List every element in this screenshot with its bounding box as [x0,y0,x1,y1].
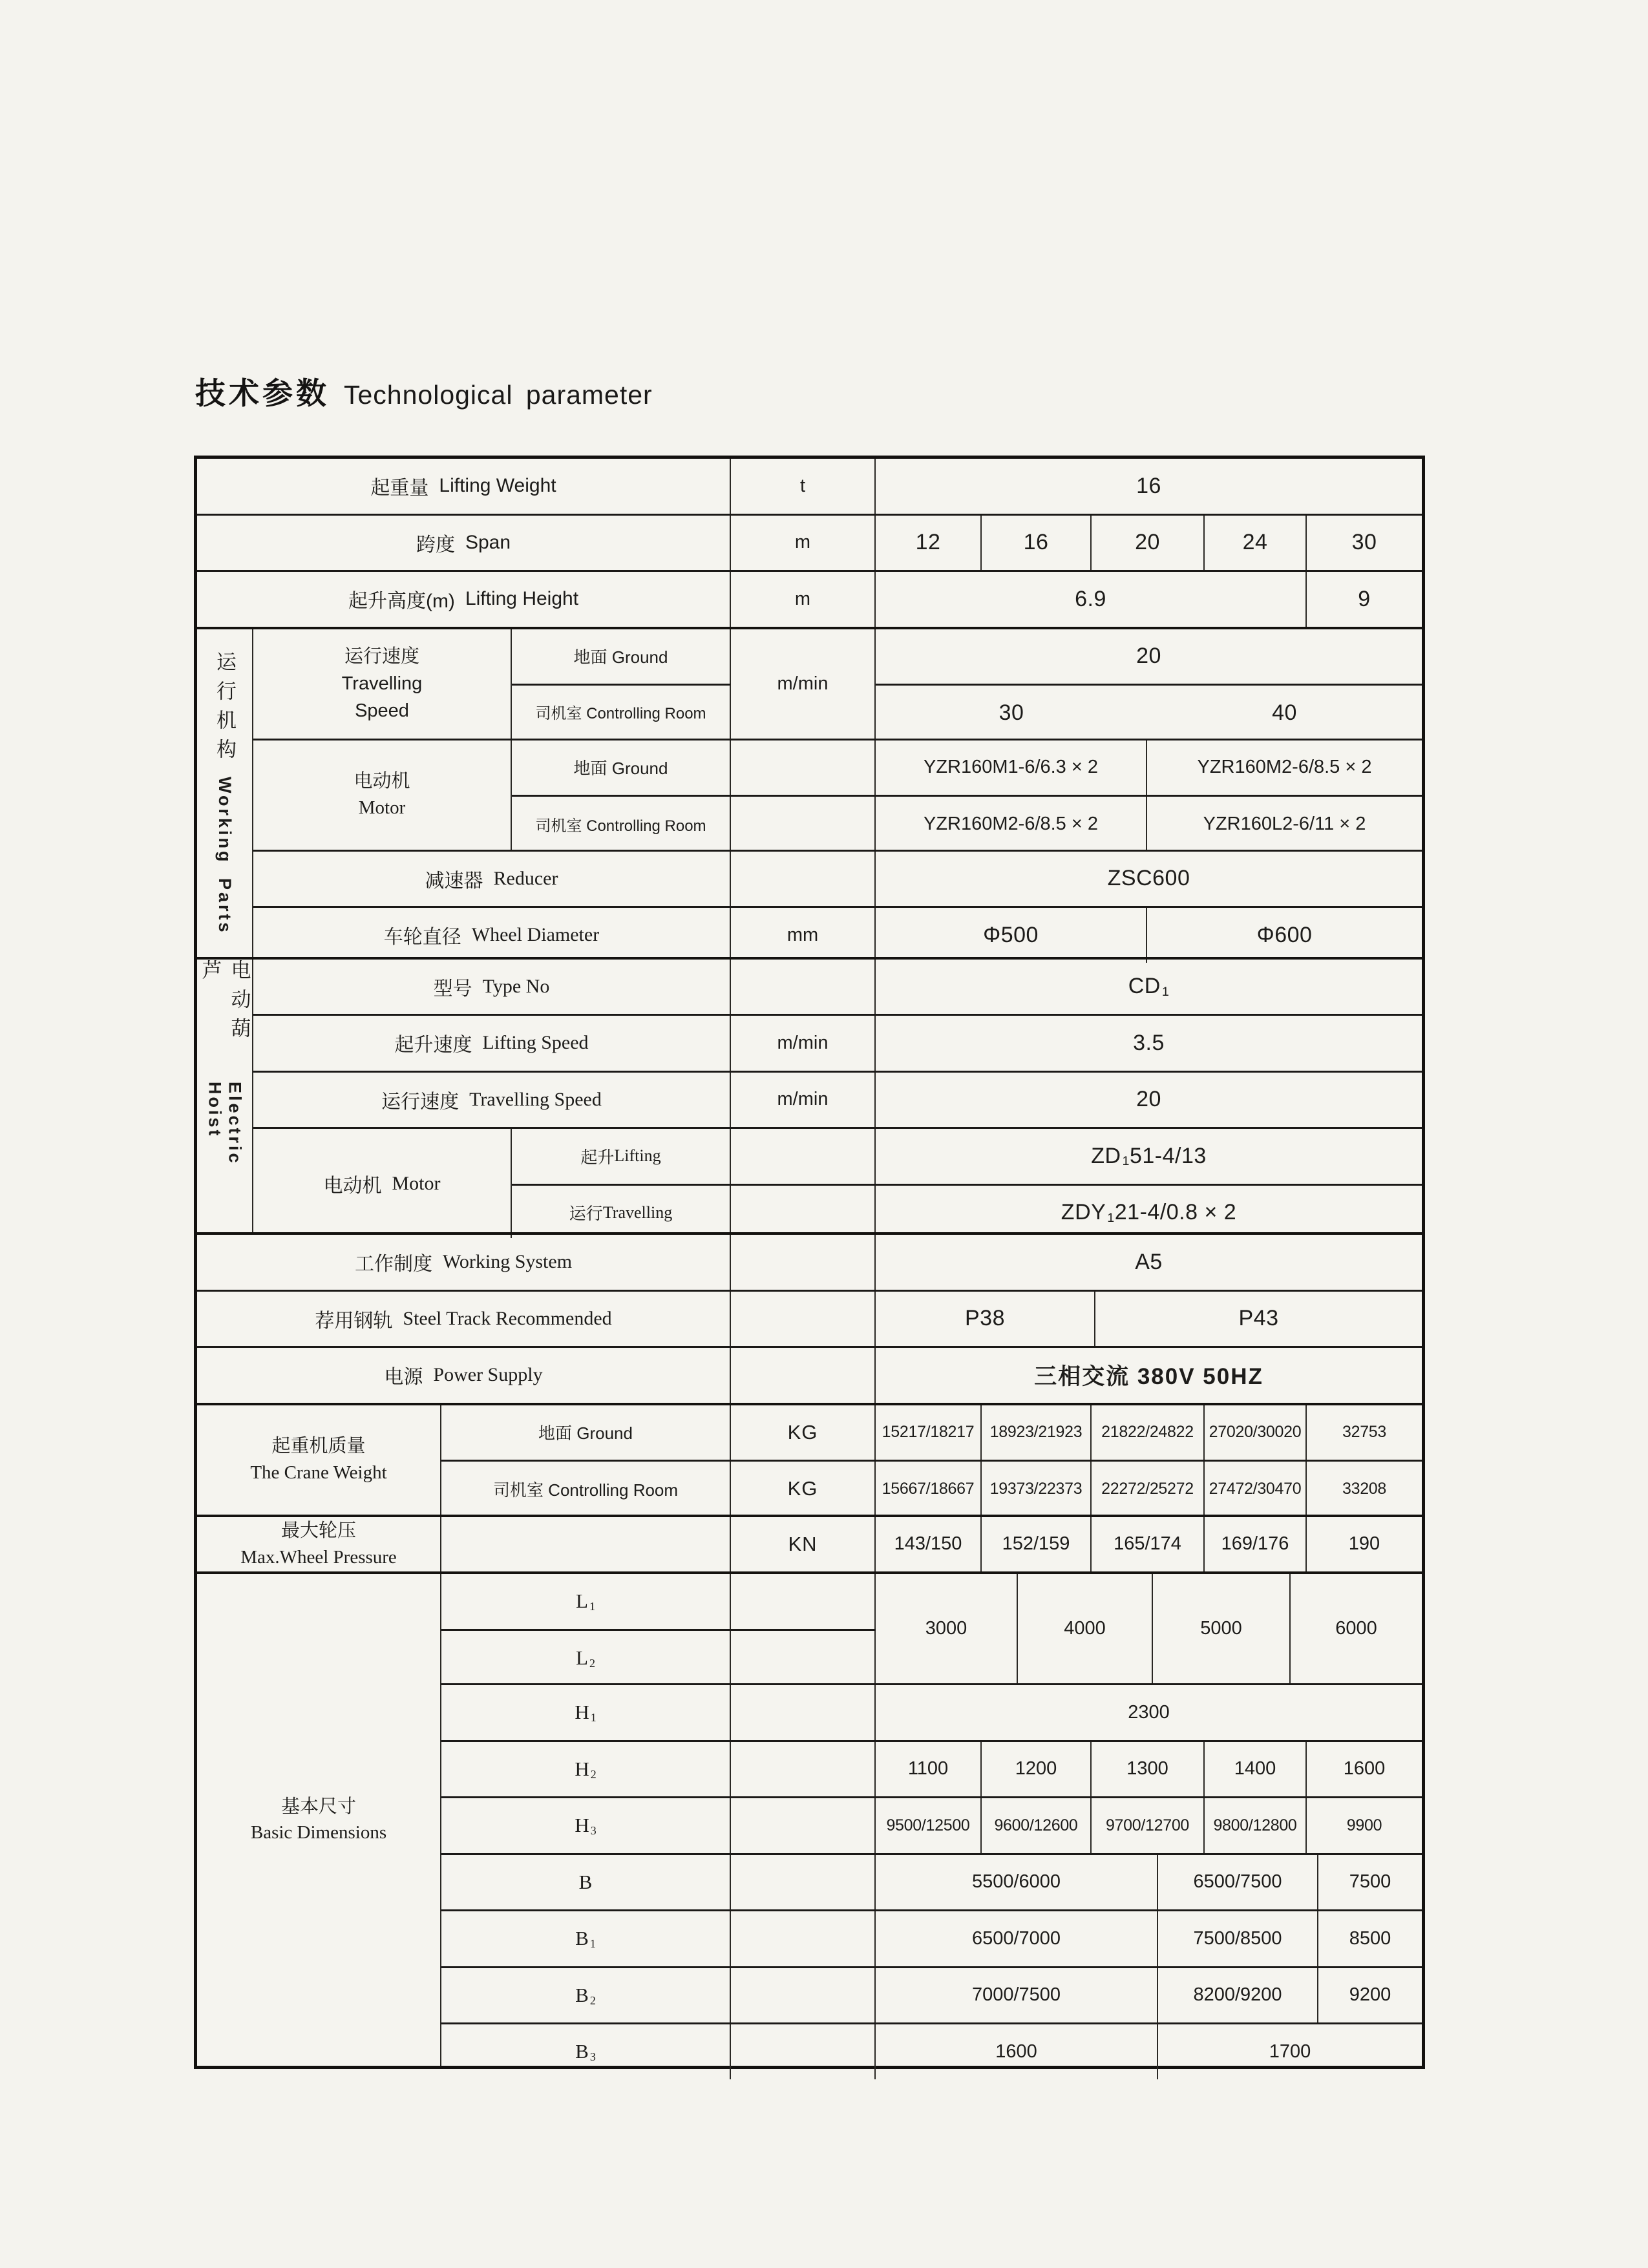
max-wheel-pressure-label-en: Max.Wheel Pressure [240,1546,397,1568]
lifting-weight-unit: t [731,459,876,514]
reducer-label [253,852,731,907]
wheel-diameter-right: Φ600 [1256,922,1313,947]
span-label [197,516,731,571]
wp-motor-room-label: 司机室 Controlling Room [512,797,731,852]
row-b1 [441,1909,1422,1966]
b3-base: B [575,2040,589,2063]
wheel-diameter-left: Φ500 [876,908,1147,963]
b-symbol [441,1855,731,1910]
steel-track-label-en: Steel Track Recommended [403,1307,612,1329]
max-wheel-pressure-label-zh: 最大轮压 [280,1520,356,1542]
wp-motor-ground-label: 地面 Ground [512,740,731,795]
span-values [876,516,1422,571]
working-parts-body [253,629,1422,957]
crane-weight-ground-value: 27020/30020 [1205,1405,1307,1460]
h2-value: 1300 [1092,1742,1205,1797]
power-supply-label [197,1348,731,1403]
hoist-motor-lifting-label-zh: 起升 [580,1148,615,1167]
working-system-label-zh: 工作制度 [354,1254,432,1276]
lifting-height-label-en: Lifting Height [465,588,579,610]
lifting-height-label [197,572,731,627]
max-wheel-pressure-value: 190 [1348,1533,1380,1555]
working-system-label-en: Working System [442,1251,573,1273]
parameter-table [194,456,1425,2069]
h2-value: 1100 [876,1742,982,1797]
max-wheel-pressure-empty [441,1517,731,1572]
h1-sub: 1 [590,1711,597,1725]
type-no-label-en: Type No [482,975,550,997]
l-value: 5000 [1153,1574,1291,1683]
crane-weight-ground-value: 15217/18217 [876,1405,982,1460]
span-value: 30 [1351,530,1377,555]
row-b2 [441,1966,1422,2023]
b-unit-empty [731,1855,876,1910]
l-value: 4000 [1018,1574,1153,1683]
wheel-diameter-values [876,908,1422,963]
crane-weight-room-row [441,1460,1422,1517]
lifting-height-values [876,572,1422,627]
l2-symbol [441,1631,731,1686]
b1-values [876,1911,1422,1966]
basic-dimensions-body [441,1574,1422,2066]
b-values [876,1855,1422,1910]
power-supply-value: 三相交流 380V 50HZ [1034,1364,1263,1390]
power-supply-label-zh: 电源 [384,1367,423,1389]
b2-unit-empty [731,1968,876,2023]
travelling-speed-label-zh: 运行速度 [344,646,419,667]
span-label-en: Span [465,531,511,553]
l2-base: L [576,1646,588,1669]
section-working-parts [197,627,1422,957]
working-parts-group-label [197,629,253,957]
hoist-travelling-speed-value: 20 [1136,1087,1161,1112]
ts-ground-label: 地面 Ground [512,629,731,684]
row-b3 [441,2022,1422,2079]
wp-motor-room-left: YZR160M2-6/8.5 × 2 [876,797,1147,852]
b3-value: 1700 [1269,2041,1311,2062]
b1-base: B [575,1927,589,1950]
hoist-travelling-speed-label-zh: 运行速度 [381,1091,460,1113]
hoist-lifting-speed-label-zh: 起升速度 [394,1034,472,1056]
hoist-lifting-speed-value: 3.5 [1133,1030,1165,1055]
steel-track-label [197,1292,731,1347]
type-no-value [876,960,1422,1014]
b2-values [876,1968,1422,2023]
hoist-motor-travelling-label-en: Travelling [602,1202,673,1222]
hoist-travelling-speed-unit: m/min [731,1073,876,1128]
b2-value: 8200/9200 [1158,1968,1318,2023]
b3-symbol [441,2024,731,2079]
crane-weight-label-zh: 起重机质量 [271,1436,366,1457]
wp-motor-room-values [876,797,1422,852]
b2-symbol [441,1968,731,2023]
h2-value: 1400 [1205,1742,1307,1797]
row-crane-weight [197,1403,1422,1515]
row-lifting-height [197,570,1422,627]
l1-sub: 1 [589,1600,595,1613]
travelling-speed-label-en2: Speed [355,700,409,722]
wp-motor-label-zh: 电动机 [354,771,410,792]
electric-hoist-body [253,960,1422,1233]
hoist-motor-label-en: Motor [392,1172,441,1194]
hoist-travelling-speed-label [253,1073,731,1128]
h3-value: 9600/12600 [982,1798,1092,1853]
l1-symbol [441,1574,731,1629]
crane-weight-label-en: The Crane Weight [250,1462,387,1483]
wp-motor-room-row [512,795,1422,852]
electric-hoist-group-zh: 电动葫芦 [198,959,251,1047]
crane-weight-room-value: 15667/18667 [876,1462,982,1517]
working-system-value: A5 [1135,1249,1163,1274]
hoist-motor-body [512,1129,1422,1238]
power-supply-unit-empty [731,1348,876,1403]
crane-weight-room-value: 27472/30470 [1205,1462,1307,1517]
h3-value: 9500/12500 [876,1798,982,1853]
l1-label-row [441,1574,876,1629]
max-wheel-pressure-value: 152/159 [982,1517,1092,1572]
crane-weight-ground-value: 18923/21923 [982,1405,1092,1460]
wp-motor-ground-left: YZR160M1-6/6.3 × 2 [876,740,1147,795]
b2-base: B [575,1983,589,2006]
l1-base: L [576,1590,588,1613]
working-system-label [197,1235,731,1290]
basic-dimensions-label-zh: 基本尺寸 [280,1796,356,1817]
hoist-motor-lifting-post: 51-4/13 [1129,1143,1207,1168]
b-value: 5500/6000 [876,1855,1158,1910]
reducer-unit-empty [731,852,876,907]
crane-weight-room-label: 司机室 Controlling Room [441,1462,731,1517]
b1-value: 8500 [1349,1927,1391,1949]
row-wp-motor [253,739,1422,850]
crane-weight-body [441,1405,1422,1515]
steel-track-left: P38 [876,1292,1095,1347]
crane-weight-ground-value: 32753 [1342,1423,1387,1442]
hoist-motor-lifting-label-en: Lifting [614,1146,661,1166]
travelling-speed-label-en1: Travelling [341,673,423,694]
reducer-value: ZSC600 [1107,866,1190,891]
crane-weight-label [197,1405,441,1515]
hoist-lifting-speed-unit: m/min [731,1016,876,1071]
h3-value: 9900 [1346,1816,1382,1834]
page-title [195,370,653,413]
b3-sub: 3 [589,2050,596,2064]
lifting-weight-label-zh: 起重量 [370,478,429,499]
h2-sub: 2 [590,1767,597,1781]
span-label-zh: 跨度 [416,534,455,556]
hoist-motor-travelling-sub: 1 [1107,1210,1115,1225]
wheel-diameter-label [253,908,731,963]
ts-room-values [876,684,1422,740]
power-supply-label-en: Power Supply [433,1364,543,1386]
span-unit: m [731,516,876,571]
span-value: 24 [1205,516,1307,571]
max-wheel-pressure-values [876,1517,1422,1572]
steel-track-label-zh: 荐用钢轨 [315,1310,393,1332]
b-value: 6500/7500 [1158,1855,1318,1910]
electric-hoist-group-label [197,960,253,1233]
ts-room-right: 40 [1272,700,1297,725]
lifting-weight-label-en: Lifting Weight [439,475,556,497]
basic-dimensions-label-en: Basic Dimensions [250,1822,387,1843]
h3-symbol [441,1798,731,1853]
hoist-motor-label-zh: 电动机 [323,1175,382,1197]
b1-value: 6500/7000 [876,1911,1158,1966]
travelling-speed-unit: m/min [731,629,876,739]
crane-weight-ground-value: 21822/24822 [1092,1405,1205,1460]
working-parts-group-en: Working Parts [215,776,235,935]
crane-weight-room-value: 22272/25272 [1092,1462,1205,1517]
hoist-motor-travelling-post: 21-4/0.8 × 2 [1114,1200,1237,1225]
b1-unit-empty [731,1911,876,1966]
row-hoist-motor [253,1127,1422,1238]
wp-motor-ground-values [876,740,1422,795]
type-no-label-zh: 型号 [433,978,472,1000]
row-wheel-diameter [253,906,1422,963]
page-title-zh: 技术参数 [195,376,330,410]
max-wheel-pressure-value: 143/150 [876,1517,982,1572]
b-base: B [578,1870,593,1893]
hoist-motor-lifting-unit-empty [731,1129,876,1184]
crane-weight-ground-values [876,1405,1422,1460]
row-l1-l2 [441,1574,1422,1683]
hoist-lifting-speed-label-en: Lifting Speed [482,1032,589,1054]
section-basic-dimensions [197,1571,1422,2066]
h1-base: H [575,1701,589,1724]
lifting-weight-label [197,459,731,514]
crane-weight-ground-unit: KG [731,1405,876,1460]
h3-values [876,1798,1422,1853]
h3-value: 9700/12700 [1092,1798,1205,1853]
l2-sub: 2 [589,1656,595,1670]
steel-track-values [876,1292,1422,1347]
crane-weight-room-unit: KG [731,1462,876,1517]
hoist-motor-label [253,1129,512,1238]
row-h1 [441,1683,1422,1740]
row-lifting-weight [197,459,1422,514]
wp-motor-ground-right: YZR160M2-6/8.5 × 2 [1197,757,1372,778]
reducer-label-en: Reducer [493,867,558,889]
hoist-motor-travelling-label-zh: 运行 [569,1204,603,1224]
type-no-unit-empty [731,960,876,1014]
wp-motor-room-unit-empty [731,797,876,852]
row-h3 [441,1796,1422,1853]
row-max-wheel-pressure [197,1515,1422,1572]
b3-values [876,2024,1422,2079]
ts-room-label: 司机室 Controlling Room [512,684,731,739]
max-wheel-pressure-value: 165/174 [1092,1517,1205,1572]
b2-value: 9200 [1349,1984,1391,2006]
row-h2 [441,1740,1422,1797]
hoist-motor-lifting-label [512,1129,731,1184]
row-span [197,514,1422,571]
crane-weight-ground-row [441,1405,1422,1460]
electric-hoist-group-en: Electric Hoist [205,1082,245,1166]
hoist-travelling-speed-label-en: Travelling Speed [469,1088,602,1110]
ts-ground-value: 20 [1136,644,1161,669]
l1-l2-labels [441,1574,876,1683]
wp-motor-room-right: YZR160L2-6/11 × 2 [1203,813,1366,834]
working-parts-group-zh: 运行机构 [213,651,236,768]
h2-values [876,1742,1422,1797]
lifting-height-last: 9 [1358,586,1371,611]
b1-sub: 1 [589,1937,596,1951]
basic-dimensions-label [197,1574,441,2066]
span-value: 16 [982,516,1092,571]
lifting-weight-value: 16 [1136,473,1161,498]
l-value: 3000 [876,1574,1018,1683]
span-value: 12 [876,516,982,571]
hoist-motor-lifting-sub: 1 [1122,1154,1130,1169]
hoist-motor-travelling-row [512,1184,1422,1241]
wheel-diameter-unit: mm [731,908,876,963]
h1-value: 2300 [1128,1701,1170,1723]
l2-label-row [441,1629,876,1686]
travelling-speed-label [253,629,512,739]
h3-base: H [575,1814,589,1837]
hoist-motor-lifting-pre: ZD [1091,1143,1121,1168]
b2-value: 7000/7500 [876,1968,1158,2023]
h1-unit-empty [731,1685,876,1740]
hoist-lifting-speed-label [253,1016,731,1071]
row-type-no [253,960,1422,1014]
section-electric-hoist [197,957,1422,1233]
ts-room-left: 30 [998,700,1024,725]
wheel-diameter-label-en: Wheel Diameter [471,924,600,946]
max-wheel-pressure-value: 169/176 [1205,1517,1307,1572]
steel-track-unit-empty [731,1292,876,1347]
lifting-height-label-zh: 起升高度(m) [348,591,455,613]
row-steel-track [197,1290,1422,1347]
row-hoist-lifting-speed [253,1014,1422,1071]
type-no-base: CD [1128,974,1161,999]
row-b [441,1853,1422,1910]
hoist-motor-travelling-pre: ZDY [1061,1200,1106,1225]
reducer-label-zh: 减速器 [425,870,483,892]
h2-value: 1600 [1343,1758,1386,1780]
type-no-sub: 1 [1161,984,1170,999]
working-system-unit-empty [731,1235,876,1290]
row-travelling-speed [253,629,1422,739]
max-wheel-pressure-label [197,1517,441,1572]
h3-unit-empty [731,1798,876,1853]
page-title-en: Technological parameter [344,380,653,410]
h3-value: 9800/12800 [1205,1798,1307,1853]
lifting-height-main: 6.9 [876,572,1307,627]
row-hoist-travelling-speed [253,1071,1422,1128]
row-reducer [253,850,1422,907]
b1-value: 7500/8500 [1158,1911,1318,1966]
hoist-motor-lifting-value [876,1129,1422,1184]
h2-symbol [441,1742,731,1797]
l2-unit-empty [731,1631,876,1686]
b1-symbol [441,1911,731,1966]
wp-motor-body [512,740,1422,850]
steel-track-right: P43 [1238,1306,1279,1331]
wp-motor-label-en: Motor [358,797,406,818]
wp-motor-ground-row [512,740,1422,795]
h2-unit-empty [731,1742,876,1797]
b2-sub: 2 [589,1993,596,2007]
h3-sub: 3 [590,1824,597,1838]
hoist-motor-lifting-row [512,1129,1422,1184]
lifting-height-unit: m [731,572,876,627]
travelling-speed-sublabels [512,629,731,739]
type-no-label [253,960,731,1014]
crane-weight-room-value: 19373/22373 [982,1462,1092,1517]
l1-l2-values [876,1574,1422,1683]
row-power-supply [197,1346,1422,1403]
h2-value: 1200 [982,1742,1092,1797]
b3-value: 1600 [876,2024,1158,2079]
crane-weight-ground-label: 地面 Ground [441,1405,731,1460]
travelling-speed-values [876,629,1422,739]
crane-weight-room-value: 33208 [1342,1479,1387,1498]
l-value: 6000 [1335,1618,1377,1639]
max-wheel-pressure-unit: KN [731,1517,876,1572]
b-value: 7500 [1349,1871,1391,1893]
l1-unit-empty [731,1574,876,1629]
wp-motor-label [253,740,512,850]
span-value: 20 [1092,516,1205,571]
h1-symbol [441,1685,731,1740]
h2-base: H [575,1757,589,1780]
crane-weight-room-values [876,1462,1422,1517]
row-working-system [197,1232,1422,1290]
wp-motor-ground-unit-empty [731,740,876,795]
b3-unit-empty [731,2024,876,2079]
wheel-diameter-label-zh: 车轮直径 [383,927,461,949]
